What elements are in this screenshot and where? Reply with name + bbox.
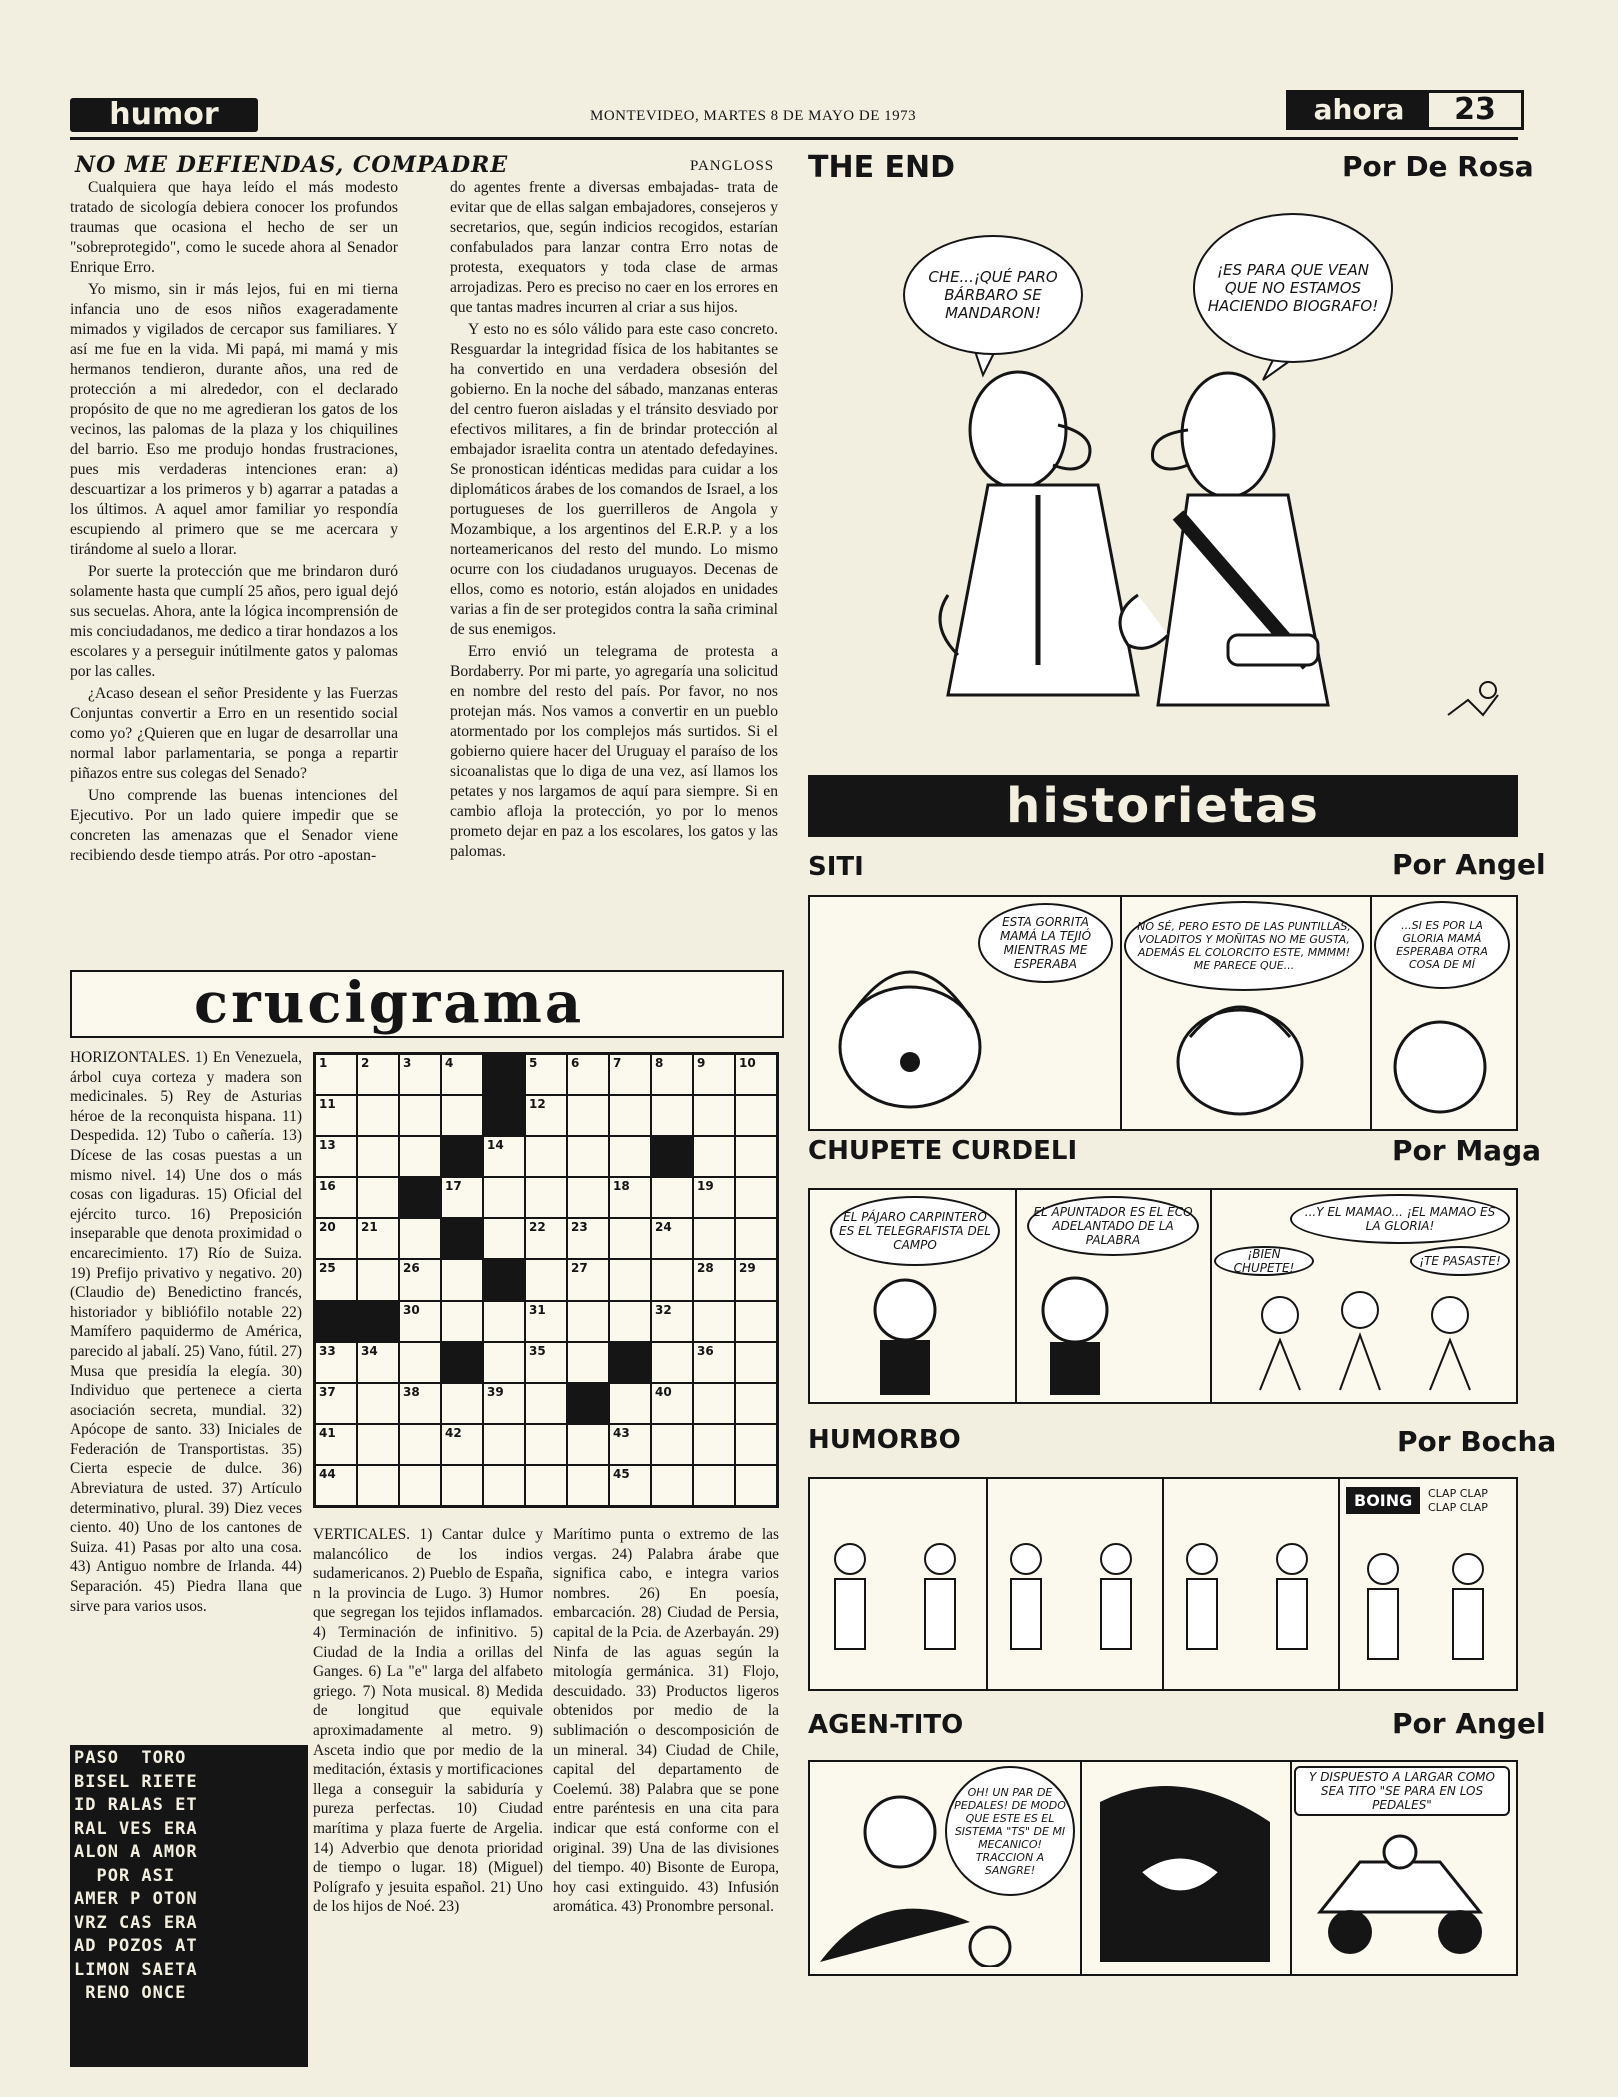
strip-author-humorbo: Por Bocha: [1397, 1425, 1557, 1458]
article-column-1: [70, 178, 398, 968]
crossword-number: 16: [319, 1179, 336, 1194]
paragraph: Cualquiera que haya leído el más modesto tratado de sicología debiera conocer los profundos traumas que ocasiona el hecho de ser un "sobreprotegido", como le sucede ahora al Senador Enrique Erro.: [70, 179, 398, 276]
crossword-cell: [694, 1260, 734, 1299]
crossword-cell: [400, 1137, 440, 1176]
strip-author-siti: Por Angel: [1392, 848, 1546, 881]
strip-balloon: ¡BIEN CHUPETE!: [1214, 1246, 1314, 1276]
crossword-cell: [442, 1425, 482, 1464]
crossword-cell: [652, 1343, 692, 1382]
crossword-black-cell: [358, 1302, 398, 1341]
crossword-cell: [652, 1096, 692, 1135]
crossword-cell: [694, 1137, 734, 1176]
paragraph: Yo mismo, sin ir más lejos, fui en mi tierna infancia uno de esos niños exageradamente mimados y vigilados de cercapor sus familiares. Y así me fue en la vida. Mi papá, mi mamá y mis hermanos tendieron, durante años, una red de protección a mi alrededor, con el declarado propósito de que no me agredieran los gatos de los vecinos, las palomas de la plaza y los chiquilines del barrio. Eso me produjo hondas frustraciones, pues mis verdaderas intenciones eran: a) descuartizar a los primeros y b) agarrar a patadas a los últimos. A aquel amor familiar yo respondía escupiendo al primero que se me acercara y tirándome al suelo a llorar.: [70, 281, 398, 558]
crossword-cell: [652, 1055, 692, 1094]
crossword-number: 36: [697, 1343, 714, 1358]
crossword-cell: [316, 1466, 356, 1505]
crossword-cell: [526, 1343, 566, 1382]
solution-row: RENO ONCE: [74, 1983, 198, 2003]
crossword-cell: [568, 1055, 608, 1094]
crossword-black-cell: [484, 1096, 524, 1135]
crossword-cell: [610, 1137, 650, 1176]
figures-icon: [1162, 1479, 1332, 1684]
figures-icon: [986, 1479, 1156, 1684]
crossword-number: 18: [613, 1179, 630, 1194]
crossword-black-cell: [568, 1384, 608, 1423]
crossword-cell: [610, 1384, 650, 1423]
crossword-cell: [526, 1466, 566, 1505]
crossword-cell: [610, 1260, 650, 1299]
crossword-cell: [316, 1137, 356, 1176]
strip-balloon: ESTA GORRITA MAMÁ LA TEJIÓ MIENTRAS ME ESPERABA: [978, 903, 1113, 983]
article-column-2: [450, 178, 778, 968]
article-byline: PANGLOSS: [690, 158, 775, 174]
crossword-cell: [694, 1055, 734, 1094]
crossword-cell: [316, 1384, 356, 1423]
strip-panel: [986, 1479, 1164, 1689]
crossword-title-box: [70, 970, 784, 1038]
solution-row: ALON A AMOR: [74, 1842, 198, 1862]
crossword-cell: [736, 1343, 776, 1382]
strip-title-chupete: CHUPETE CURDELI: [808, 1136, 1078, 1166]
strip-siti: [808, 895, 1518, 1131]
strip-panel: [1370, 897, 1516, 1129]
brand-box: [1286, 90, 1524, 130]
crossword-cell: [610, 1096, 650, 1135]
crossword-cell: [568, 1178, 608, 1217]
crossword-cell: [526, 1425, 566, 1464]
crossword-cell: [652, 1260, 692, 1299]
strip-balloon: ...SI ES POR LA GLORIA MAMÁ ESPERABA OTRA COSA DE MÍ: [1374, 901, 1510, 989]
crossword-cell: [442, 1260, 482, 1299]
crossword-cell: [484, 1343, 524, 1382]
header-rule: [70, 137, 1518, 140]
crossword-number: 38: [403, 1384, 420, 1399]
crossword-cell: [400, 1302, 440, 1341]
crossword-cell: [526, 1096, 566, 1135]
figures-icon: [810, 1479, 980, 1684]
crossword-cell: [484, 1466, 524, 1505]
solution-row: LIMON SAETA: [74, 1959, 198, 1980]
strip-balloon: EL PÁJARO CARPINTERO ES EL TELEGRAFISTA DEL CAMPO: [830, 1196, 1000, 1266]
crossword-number: 5: [529, 1056, 538, 1070]
crossword-number: 43: [613, 1425, 630, 1440]
crossword-cell: [610, 1302, 650, 1341]
verticales-clues-a: VERTICALES. 1) Cantar dulce y malancólico de los indios sudamericanos. 2) Pueblo de España, n la provincia de Lugo. 3) Humor que segregan los tejidos inflamados. 4) Terminación de infinitivo. 5) Ciudad de la India a orillas del Ganges. 6) La "e" larga del alfabeto griego. 7) Nota musical. 8) Medida de longitud que equivale aproximadamente al metro. 9) Asceta indio que por medio de la meditación, éxtasis y mortificaciones llega a conseguir la sabiduría y pureza perfectas. 10) Ciudad marítima y plaza fuerte de Argelia. 14) Adverbio que denota prioridad de tiempo o lugar. 18) (Miguel) Polígrafo y jesuita español. 21) Uno de los hijos de Noé. 23): [313, 1526, 543, 1916]
crossword-title: crucigrama: [194, 970, 585, 1036]
crossword-number: 2: [361, 1056, 370, 1070]
crossword-black-cell: [442, 1137, 482, 1176]
crossword-number: 39: [487, 1384, 504, 1399]
crossword-cell: [652, 1384, 692, 1423]
strip-agentito: [808, 1760, 1518, 1976]
crossword-cell: [694, 1096, 734, 1135]
verticales-clues-b: Marítimo punta o extremo de las vergas. 24) Palabra árabe que significa cabo, e integra varios nombres. 26) En poesía, embarcación. 28) Ciudad de Persia, capital de la Pcia. de Azerbayán. 29) Ninfa de las aguas según la mitología germánica. 31) Flojo, descuidado. 33) Productos ligeros obtenidos por medio de la sublimación o descomposición de un mineral. 34) Ciudad de Chile, capital del departamento de Coelemú. 38) Palabra que se pone entre paréntesis en una cita para indicar que está conforme con el original. 39) Una de las divisiones del tiempo. 40) Bisonte de Europa, hoy casi extinguido. 43) Infusión aromática. 43) Pronombre personal.: [553, 1526, 779, 1916]
crossword-cell: [652, 1425, 692, 1464]
crossword-cell: [400, 1425, 440, 1464]
crossword-cell: [442, 1178, 482, 1217]
strip-chupete: [808, 1188, 1518, 1404]
strip-panel: [1015, 1190, 1212, 1402]
dateline: MONTEVIDEO, MARTES 8 DE MAYO DE 1973: [590, 108, 917, 124]
crossword-number: 27: [571, 1261, 588, 1276]
solution-row: ID RALAS ET: [74, 1795, 198, 1815]
crossword-number: 14: [487, 1138, 504, 1153]
crossword-cell: [484, 1425, 524, 1464]
crossword-cell: [400, 1219, 440, 1258]
solution-row: BISEL RIETE: [74, 1771, 198, 1792]
crossword-cell: [568, 1137, 608, 1176]
strip-title-agentito: AGEN-TITO: [808, 1710, 964, 1740]
crossword-cell: [694, 1178, 734, 1217]
crossword-number: 17: [445, 1179, 462, 1194]
paragraph: ¿Acaso desean el señor Presidente y las Fuerzas Conjuntas convertir a Erro en un resentido social como yo? ¿Quieren que en lugar de desarrollar una normal labor parlamentaria, se ponga a repartir piñazos entre sus colegas del Senado?: [70, 685, 398, 782]
crossword-cell: [484, 1178, 524, 1217]
crossword-number: 26: [403, 1261, 420, 1276]
strip-balloon: OH! UN PAR DE PEDALES! DE MODO QUE ESTE ES EL SISTEMA "TS" DE MI MECANICO! TRACCION A SANGRE!: [945, 1766, 1075, 1896]
crossword-number: 31: [529, 1302, 546, 1317]
crossword-cell: [400, 1343, 440, 1382]
crossword-cell: [652, 1219, 692, 1258]
paragraph: Y esto no es sólo válido para este caso concreto. Resguardar la integridad física de los habitantes se ha convertido en una verdadera obsesión del gobierno. En la noche del sábado, manzanas enteras del centro fueron aisladas y el tránsito desviado por efectivos militares, a fin de brindar protección al embajador israelita contra un atentado defedayines. Se pronostican idénticas medidas para cuidar a los diplomáticos árabes de los comandos de Israel, a los portugueses de los guerrilleros de Angola y Mozambique, a los argentinos del E.R.P. y a los norteamericanos del resto del mundo. Lo mismo ocurre con los ciudadanos uruguayos. Decenas de ellos, como es notorio, están alojados en unidades varias a fin de ser protegidos contra la saña criminal de sus enemigos.: [450, 321, 778, 638]
crossword-number: 42: [445, 1425, 462, 1440]
crossword-cell: [694, 1384, 734, 1423]
crossword-cell: [400, 1260, 440, 1299]
crossword-black-cell: [442, 1343, 482, 1382]
crossword-number: 4: [445, 1056, 454, 1070]
crossword-number: 20: [319, 1220, 336, 1235]
crossword-number: 3: [403, 1056, 412, 1070]
strip-panel: [1120, 897, 1372, 1129]
crossword-cell: [526, 1219, 566, 1258]
strip-title-humorbo: HUMORBO: [808, 1425, 961, 1455]
solution-row: AMER P OTON: [74, 1889, 198, 1909]
crossword-cell: [442, 1055, 482, 1094]
crossword-cell: [316, 1178, 356, 1217]
crossword-grid: [313, 1052, 779, 1508]
crossword-cell: [484, 1302, 524, 1341]
historietas-banner: historietas: [808, 775, 1518, 837]
crossword-cell: [610, 1425, 650, 1464]
theend-author: Por De Rosa: [1342, 150, 1534, 183]
crossword-cell: [610, 1466, 650, 1505]
crossword-cell: [526, 1260, 566, 1299]
crossword-black-cell: [652, 1137, 692, 1176]
crossword-cell: [358, 1219, 398, 1258]
strip-author-chupete: Por Maga: [1392, 1134, 1542, 1167]
strip-panel: [1080, 1762, 1292, 1974]
crossword-cell: [526, 1055, 566, 1094]
crossword-cell: [316, 1260, 356, 1299]
crossword-black-cell: [610, 1343, 650, 1382]
crossword-number: 8: [655, 1056, 664, 1070]
crossword-cell: [736, 1466, 776, 1505]
crossword-cell: [568, 1219, 608, 1258]
crossword-number: 25: [319, 1261, 336, 1276]
crossword-cell: [568, 1260, 608, 1299]
crossword-solution: [70, 1745, 308, 2067]
crossword-cell: [652, 1178, 692, 1217]
crossword-cell: [610, 1178, 650, 1217]
clap-sfx: CLAP CLAP CLAP CLAP: [1428, 1487, 1488, 1514]
crossword-cell: [484, 1219, 524, 1258]
crossword-number: 34: [361, 1343, 378, 1358]
crossword-cell: [400, 1466, 440, 1505]
solution-row: VRZ CAS ERA: [74, 1912, 198, 1933]
boing-sfx: BOING: [1346, 1487, 1420, 1514]
brand-name: ahora: [1289, 93, 1429, 127]
strip-panel: [810, 1762, 1082, 1974]
crossword-number: 33: [319, 1343, 336, 1358]
crossword-number: 9: [697, 1056, 706, 1070]
crossword-number: 1: [319, 1056, 328, 1070]
crossword-cell: [358, 1343, 398, 1382]
crossword-cell: [358, 1260, 398, 1299]
crossword-cell: [568, 1425, 608, 1464]
crossword-cell: [358, 1137, 398, 1176]
solution-row: PASO TORO: [74, 1748, 187, 1768]
crossword-cell: [610, 1219, 650, 1258]
crossword-cell: [526, 1302, 566, 1341]
strip-balloon: ¡TE PASASTE!: [1410, 1246, 1510, 1276]
crossword-cell: [442, 1466, 482, 1505]
strip-panel: [1210, 1190, 1516, 1402]
crossword-number: 30: [403, 1302, 420, 1317]
strip-panel: [810, 1479, 988, 1689]
crossword-number: 29: [739, 1261, 756, 1276]
pedals-icon: [1080, 1762, 1285, 1967]
crossword-cell: [736, 1384, 776, 1423]
crossword-cell: [736, 1096, 776, 1135]
crossword-number: 40: [655, 1384, 672, 1399]
crossword-cell: [736, 1055, 776, 1094]
crossword-cell: [316, 1219, 356, 1258]
crossword-cell: [358, 1466, 398, 1505]
theend-balloon-right: ¡ES PARA QUE VEAN QUE NO ESTAMOS HACIENDO BIOGRAFO!: [1193, 213, 1393, 363]
crossword-number: 32: [655, 1302, 672, 1317]
crossword-black-cell: [484, 1260, 524, 1299]
crossword-number: 28: [697, 1261, 714, 1276]
crossword-cell: [736, 1302, 776, 1341]
crossword-number: 37: [319, 1384, 336, 1399]
strip-panel: [810, 1190, 1017, 1402]
paragraph: Uno comprende las buenas intenciones del Ejecutivo. Por un lado quiere impedir que se concreten las amenazas que el Senador viene recibiendo desde tiempo atrás. Por otro -apostan-: [70, 787, 398, 864]
strip-balloon: NO SÉ, PERO ESTO DE LAS PUNTILLAS, VOLADITOS Y MOÑITAS NO ME GUSTA, ADEMÁS EL COLORCITO ESTE, MMMM! ME PARECE QUE...: [1124, 901, 1364, 991]
strip-author-agentito: Por Angel: [1392, 1707, 1546, 1740]
crossword-cell: [442, 1096, 482, 1135]
crossword-cell: [694, 1425, 734, 1464]
signature-icon: [1448, 682, 1498, 715]
solution-row: AD POZOS AT: [74, 1936, 198, 1956]
strip-panel: [1338, 1479, 1516, 1689]
crossword-cell: [568, 1466, 608, 1505]
crossword-number: 19: [697, 1179, 714, 1194]
crossword-black-cell: [442, 1219, 482, 1258]
crossword-black-cell: [400, 1178, 440, 1217]
crossword-cell: [568, 1302, 608, 1341]
crossword-black-cell: [484, 1055, 524, 1094]
crossword-number: 11: [319, 1097, 336, 1112]
crossword-cell: [736, 1260, 776, 1299]
crossword-cell: [652, 1466, 692, 1505]
crossword-cell: [400, 1055, 440, 1094]
crossword-cell: [526, 1137, 566, 1176]
crossword-cell: [652, 1302, 692, 1341]
crossword-cell: [358, 1178, 398, 1217]
section-tag: humor: [70, 98, 258, 132]
strip-panel: [1162, 1479, 1340, 1689]
left-character-icon: [940, 372, 1138, 695]
crossword-cell: [610, 1055, 650, 1094]
crossword-number: 44: [319, 1466, 336, 1481]
theend-cartoon: [808, 195, 1518, 755]
paragraph: do agentes frente a diversas embajadas- trata de evitar que de ellas salgan embajadores, consejeros y secretarios, que, según indicios recogidos, estarían confabulados para lanzar contra Erro notas de protesta, exequators y toda clase de armas arrojadizas. Pero es preciso no caer en los errores en que tantas madres incurren al criar a sus hijos.: [450, 179, 778, 316]
strip-panel: [810, 897, 1122, 1129]
page-number: 23: [1454, 92, 1496, 127]
crossword-number: 6: [571, 1056, 580, 1070]
crossword-cell: [568, 1343, 608, 1382]
crossword-cell: [526, 1384, 566, 1423]
strip-balloon: Y DISPUESTO A LARGAR COMO SEA TITO "SE PARA EN LOS PEDALES": [1294, 1766, 1510, 1816]
crossword-cell: [358, 1096, 398, 1135]
strip-humorbo: [808, 1477, 1518, 1691]
crossword-cell: [736, 1219, 776, 1258]
crossword-cell: [526, 1178, 566, 1217]
crossword-cell: [694, 1466, 734, 1505]
crossword-number: 7: [613, 1056, 622, 1070]
crossword-cell: [484, 1137, 524, 1176]
crossword-number: 41: [319, 1425, 336, 1440]
crossword-number: 24: [655, 1220, 672, 1235]
article-title: NO ME DEFIENDAS, COMPADRE: [75, 152, 509, 178]
paragraph: Erro envió un telegrama de protesta a Bordaberry. Por mi parte, yo agregaría una solicitud en nombre del resto del país. Por favor, no nos protejan más. Nos vamos a convertir en un pueblo atormentado por los complejos más surtidos. Si el gobierno quiere hacer del Uruguay el paraíso de los sicoanalistas que lo diga de una vez, así llamos los petates y nos largamos de aquí para siempre. Si en cambio afloja la protección, yo por lo menos prometo dejar en paz a los escolares, los gatos y las palomas.: [450, 643, 778, 860]
crossword-cell: [484, 1384, 524, 1423]
crossword-number: 21: [361, 1220, 378, 1235]
right-character-icon: [1120, 373, 1328, 705]
crossword-number: 23: [571, 1220, 588, 1235]
crossword-cell: [358, 1055, 398, 1094]
solution-row: POR ASI: [74, 1865, 198, 1886]
crossword-cell: [400, 1096, 440, 1135]
crossword-number: 35: [529, 1343, 546, 1358]
crossword-cell: [736, 1425, 776, 1464]
strip-title-siti: SITI: [808, 852, 864, 882]
crossword-cell: [736, 1137, 776, 1176]
crossword-number: 13: [319, 1138, 336, 1153]
crossword-number: 10: [739, 1056, 756, 1070]
crossword-cell: [568, 1096, 608, 1135]
crossword-cell: [316, 1055, 356, 1094]
crossword-number: 22: [529, 1220, 546, 1235]
solution-row: RAL VES ERA: [74, 1818, 198, 1839]
crossword-cell: [316, 1425, 356, 1464]
crossword-cell: [694, 1343, 734, 1382]
crossword-cell: [694, 1302, 734, 1341]
theend-balloon-left: CHE...¡QUÉ PARO BÁRBARO SE MANDARON!: [903, 235, 1083, 355]
crossword-cell: [358, 1384, 398, 1423]
strip-panel: [1290, 1762, 1516, 1974]
theend-title: THE END: [808, 150, 956, 185]
crossword-cell: [316, 1096, 356, 1135]
crossword-number: 12: [529, 1097, 546, 1112]
paragraph: Por suerte la protección que me brindaron duró solamente hasta que cumplí 25 años, pero igual dejó sus secuelas. Ahora, ante la lógica incomprensión de mis conciudadanos, me dedico a tirar hondazos a los escolares y a perseguir inútilmente gatos y palomas por las calles.: [70, 563, 398, 680]
crossword-cell: [736, 1178, 776, 1217]
strip-balloon: ...Y EL MAMAO... ¡EL MAMAO ES LA GLORIA!: [1290, 1194, 1510, 1244]
crossword-cell: [400, 1384, 440, 1423]
crossword-number: 45: [613, 1466, 630, 1481]
crossword-cell: [442, 1302, 482, 1341]
crossword-cell: [358, 1425, 398, 1464]
horizontales-clues: HORIZONTALES. 1) En Venezuela, árbol cuya corteza y madera son medicinales. 5) Rey de Asturias héroe de la reconquista hispana. 11) Despedida. 12) Tubo o cañería. 13) Dícese de las cosas puestas a un mismo nivel. 14) Une dos o más cosas con ligaduras. 15) Oficial del ejército turco. 16) Preposición inseparable que denota proximidad o encarecimiento. 17) Río de Suiza. 19) Prefijo privativo y negativo. 20) (Claudio de) Benedictino francés, historiador y bibliófilo notable 22) Mamífero paquidermo de América, parecido al jabalí. 25) Vano, fútil. 27) Musa que presidía la elegía. 30) Individuo que pertenece a cierta asociación secreta, mundial. 32) Apócope de santo. 33) Iniciales de Federación de Transportistas. 35) Cierta especie de dulce. 36) Abreviatura de usted. 37) Artículo determinativo, plural. 39) Diez veces ciento. 40) Uno de los cantones de Suiza. 41) Pasas por alto una cosa. 43) Antiguo nombre de Irlanda. 44) Separación. 45) Piedra llana que sirve para varios usos.: [70, 1049, 302, 1615]
crossword-black-cell: [316, 1302, 356, 1341]
crossword-cell: [316, 1343, 356, 1382]
crossword-cell: [442, 1384, 482, 1423]
strip-balloon: EL APUNTADOR ES EL ECO ADELANTADO DE LA PALABRA: [1027, 1196, 1199, 1256]
crossword-cell: [694, 1219, 734, 1258]
